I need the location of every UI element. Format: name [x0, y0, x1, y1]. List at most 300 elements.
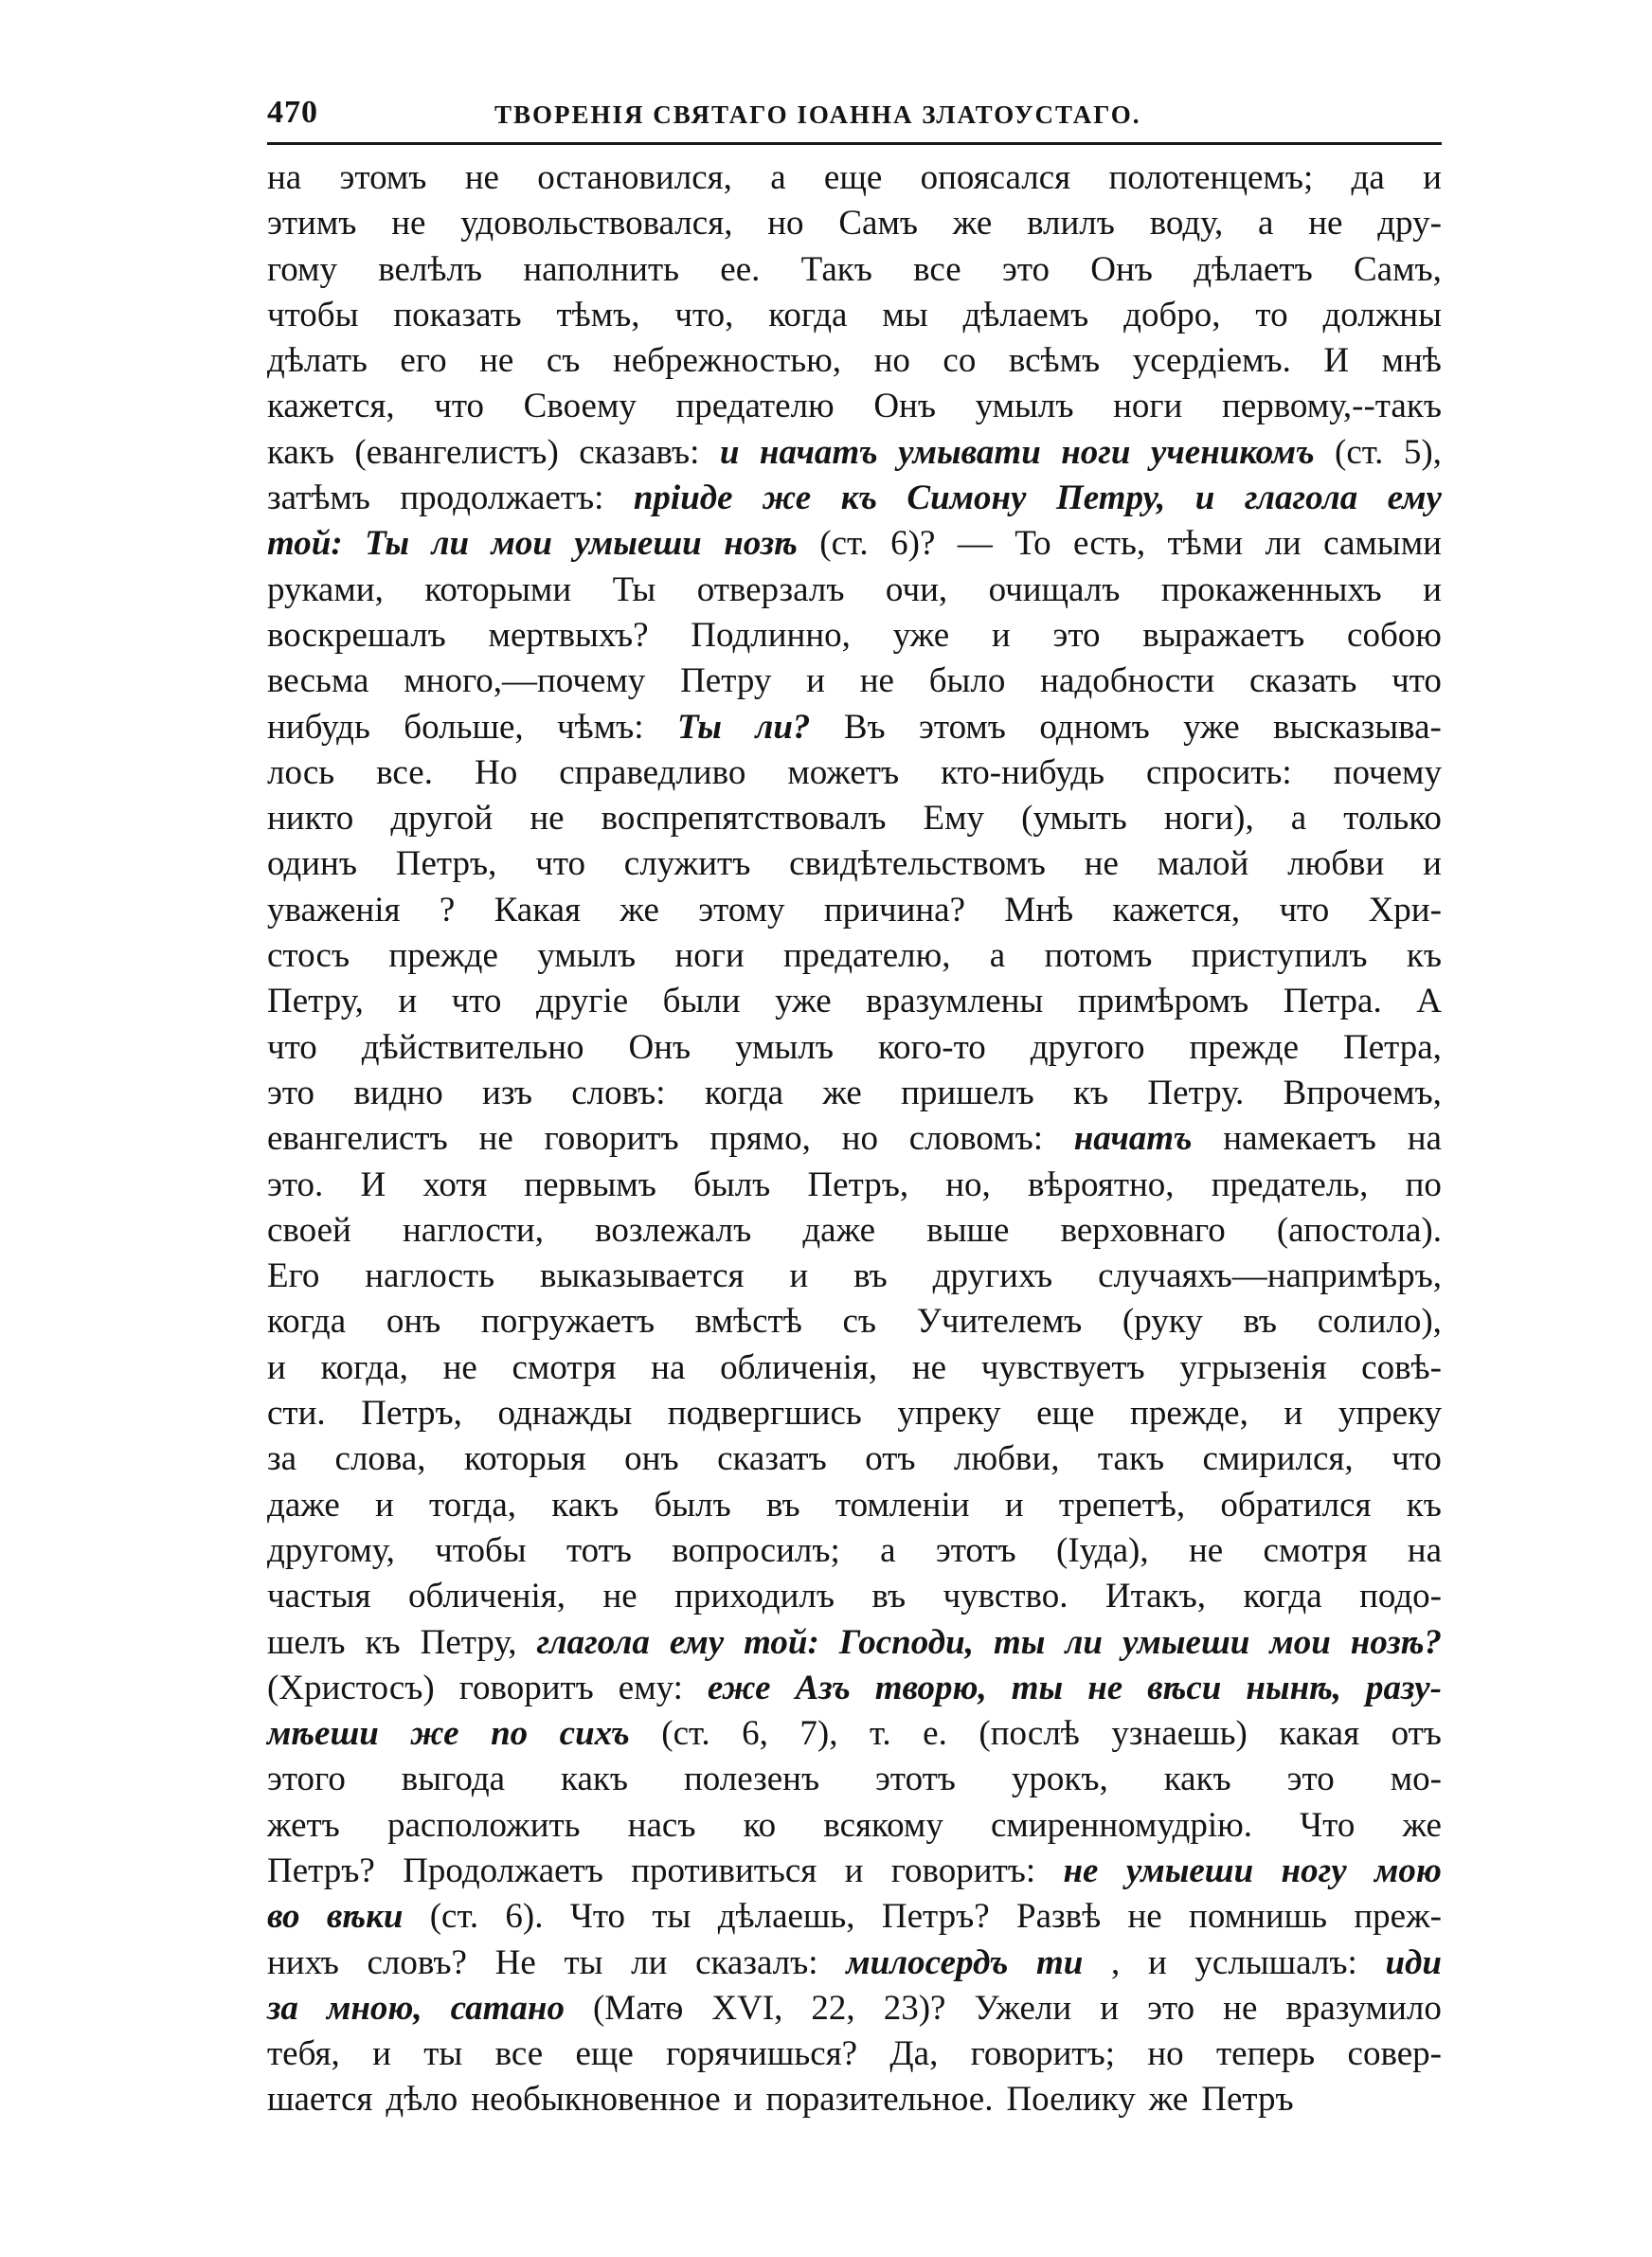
- word: какъ: [267, 432, 334, 472]
- word: на: [267, 158, 302, 197]
- word: другого: [1030, 1027, 1145, 1067]
- word: и: [789, 1256, 809, 1296]
- word: только: [1343, 799, 1442, 839]
- word: и: [991, 615, 1011, 655]
- word: евангелистъ: [267, 1119, 448, 1159]
- word: мы: [882, 295, 928, 334]
- word: не: [478, 1119, 513, 1159]
- word: что: [451, 982, 502, 1021]
- text-line: [267, 979, 1442, 1024]
- word: Такъ: [800, 249, 872, 289]
- word: въ: [1243, 1302, 1278, 1342]
- text-line: [267, 933, 1442, 979]
- word: все.: [376, 752, 433, 792]
- word: даже: [802, 1210, 876, 1250]
- word: этотъ: [935, 1530, 1016, 1570]
- running-title: ТВОРЕНІЯ СВЯТАГО ІОАННА ЗЛАТОУСТАГО.: [494, 100, 1141, 129]
- word: отъ: [865, 1439, 916, 1479]
- word: мои: [491, 524, 552, 564]
- word: Ты: [676, 707, 722, 747]
- word: этому: [698, 890, 785, 930]
- word: когда: [704, 1073, 784, 1112]
- word: начатъ: [759, 432, 878, 472]
- word: случаяхъ—напримѣръ,: [1098, 1256, 1442, 1296]
- word: велѣлъ: [378, 249, 483, 289]
- word: расположить: [386, 1805, 581, 1845]
- word: 23)?: [883, 1988, 946, 2028]
- word: (ст.: [429, 1897, 479, 1937]
- word: отверзалъ: [696, 569, 845, 609]
- word: узнаешь): [1111, 1714, 1248, 1754]
- word: высказыва-: [1273, 707, 1442, 747]
- word: помнишь: [1189, 1897, 1328, 1937]
- word: е.: [923, 1714, 947, 1754]
- word: т.: [870, 1714, 891, 1754]
- word: приступилъ: [1191, 936, 1368, 976]
- word: да: [1351, 158, 1385, 197]
- word: и: [1147, 1942, 1167, 1982]
- word: выказывается: [539, 1256, 745, 1296]
- word: одномъ: [1039, 707, 1150, 747]
- word: еще: [1036, 1394, 1095, 1434]
- word: а: [1290, 799, 1307, 839]
- word: хотя: [422, 1165, 488, 1204]
- word: справедливо: [559, 752, 746, 792]
- word: сказатъ: [717, 1439, 827, 1479]
- word: и: [372, 2034, 391, 2074]
- word: ко: [743, 1805, 777, 1845]
- word: обратился: [1220, 1485, 1372, 1525]
- text-line: [267, 1757, 1442, 1802]
- word: потомъ: [1044, 936, 1153, 976]
- word: выражаетъ: [1142, 615, 1305, 655]
- word: то: [1255, 295, 1288, 334]
- word: (послѣ: [979, 1714, 1080, 1754]
- word: глагола: [536, 1622, 650, 1662]
- word: и: [719, 432, 740, 472]
- word: Его: [267, 1256, 320, 1296]
- word: же: [1402, 1805, 1442, 1845]
- word: (ст.: [819, 524, 869, 564]
- text-line: [267, 247, 1442, 293]
- word: совер-: [1347, 2034, 1442, 2074]
- word: Петру,: [267, 982, 364, 1021]
- text-line: [267, 888, 1442, 933]
- word: 6)?: [890, 524, 936, 564]
- word: словъ?: [367, 1942, 467, 1982]
- word: нихъ: [267, 1942, 339, 1982]
- text-line: [267, 1116, 1442, 1162]
- word: вразумлены: [866, 982, 1044, 1021]
- word: нозѣ?: [1350, 1622, 1442, 1662]
- word: влилъ: [1027, 204, 1115, 244]
- word: а: [770, 158, 786, 197]
- word: и: [398, 982, 418, 1021]
- word: полезенъ: [683, 1760, 820, 1799]
- word: же: [763, 478, 812, 518]
- word: служитъ: [623, 844, 751, 884]
- word: упреку: [897, 1394, 1001, 1434]
- word: другихъ: [932, 1256, 1053, 1296]
- word: вѣки: [326, 1897, 404, 1937]
- text-line: [267, 1163, 1442, 1208]
- word: ли: [631, 1942, 668, 1982]
- word: любви,: [954, 1439, 1060, 1479]
- word: еже: [707, 1668, 771, 1707]
- word: шелъ: [267, 1622, 346, 1662]
- word: и: [806, 661, 825, 701]
- word: Въ: [843, 707, 886, 747]
- word: преж-: [1354, 1897, 1442, 1937]
- word: пріиде: [633, 478, 733, 518]
- word: дру-: [1377, 204, 1442, 244]
- word: умывати: [898, 432, 1041, 472]
- word: другой: [390, 799, 494, 839]
- word: Но: [474, 752, 518, 792]
- word: вопросилъ;: [672, 1530, 840, 1570]
- word: Что: [569, 1897, 626, 1937]
- word: ты: [993, 1622, 1046, 1662]
- text-line: [267, 1620, 1442, 1666]
- word: ?: [439, 890, 456, 930]
- word: поразительное.: [765, 2080, 994, 2120]
- word: обличенія,: [720, 1347, 878, 1387]
- word: сказать: [1248, 661, 1357, 701]
- word: прежде,: [1130, 1394, 1248, 1434]
- word: спросить:: [1145, 752, 1292, 792]
- word: когда: [1243, 1577, 1322, 1616]
- word: а: [1258, 204, 1274, 244]
- word: дѣло: [386, 2080, 458, 2120]
- word: Петра,: [1342, 1027, 1442, 1067]
- word: ученикомъ: [1150, 432, 1315, 472]
- word: къ: [1073, 1073, 1109, 1112]
- word: уже: [1183, 707, 1240, 747]
- text-line: [267, 1849, 1442, 1894]
- word: прежде: [1189, 1027, 1300, 1067]
- word: Мнѣ: [1004, 890, 1074, 930]
- text-line: [267, 1254, 1442, 1299]
- text-line: [267, 1894, 1442, 1940]
- word: и: [1284, 1394, 1303, 1434]
- word: же: [1148, 2080, 1189, 2120]
- word: умылъ: [537, 936, 637, 976]
- word: мною,: [326, 1988, 422, 2028]
- text-line: [267, 1391, 1442, 1436]
- word: не: [464, 158, 499, 197]
- word: Своему: [523, 387, 637, 426]
- word: какая: [1279, 1714, 1360, 1754]
- word: Петру: [680, 661, 772, 701]
- word: не: [1308, 204, 1343, 244]
- word: (апостола).: [1276, 1210, 1442, 1250]
- word: —: [957, 524, 993, 564]
- word: ты: [564, 1942, 603, 1982]
- word: весьма: [267, 661, 369, 701]
- word: горячишься?: [666, 2034, 858, 2074]
- word: иди: [1385, 1942, 1442, 1982]
- word: когда: [267, 1302, 347, 1342]
- word: жетъ: [267, 1805, 340, 1845]
- word: сатано: [450, 1988, 565, 2028]
- word: (Іуда),: [1056, 1530, 1149, 1570]
- word: говоритъ:: [890, 1851, 1036, 1890]
- word: Ужели: [974, 1988, 1072, 2028]
- word: 6).: [505, 1897, 544, 1937]
- word: Петръ,: [395, 844, 497, 884]
- word: показать: [393, 295, 522, 334]
- text-line: [267, 750, 1442, 796]
- word: тѣми: [1167, 524, 1243, 564]
- word: чувство.: [943, 1577, 1068, 1616]
- word: насъ: [627, 1805, 696, 1845]
- word: другіе: [535, 982, 629, 1021]
- word: это: [267, 1073, 315, 1112]
- word: первому,--такъ: [1221, 387, 1442, 426]
- word: противиться: [631, 1851, 817, 1890]
- word: совѣ-: [1361, 1347, 1442, 1387]
- word: Впрочемъ,: [1283, 1073, 1442, 1112]
- word: смирился,: [1202, 1439, 1354, 1479]
- word: во: [267, 1897, 300, 1937]
- word: еще: [823, 158, 883, 197]
- body-text: [267, 155, 1442, 2123]
- text-line: [267, 1528, 1442, 1574]
- word: Господи,: [838, 1622, 974, 1662]
- text-line: [267, 201, 1442, 246]
- word: вѣроятно,: [1027, 1165, 1175, 1204]
- word: усердіемъ.: [1132, 341, 1291, 381]
- word: ногу: [1281, 1851, 1347, 1890]
- word: прямо,: [709, 1119, 811, 1159]
- word: за: [267, 1988, 298, 2028]
- word: Ему: [923, 799, 985, 839]
- word: что: [535, 844, 586, 884]
- word: ему: [1387, 478, 1442, 518]
- word: воскрешалъ: [267, 615, 446, 655]
- word: намекаетъ: [1223, 1119, 1376, 1159]
- word: (умыть: [1021, 799, 1127, 839]
- word: выше: [926, 1210, 1010, 1250]
- word: что: [1392, 1439, 1442, 1479]
- word: же: [410, 1714, 459, 1754]
- word: первымъ: [524, 1165, 656, 1204]
- word: Какая: [494, 890, 582, 930]
- word: Петръ?: [881, 1897, 990, 1937]
- word: умылъ: [975, 387, 1074, 426]
- word: наглости,: [402, 1210, 544, 1250]
- word: такъ: [1097, 1439, 1165, 1479]
- word: (руку: [1122, 1302, 1203, 1342]
- word: это: [1001, 249, 1050, 289]
- word: гому: [267, 249, 337, 289]
- word: ноги: [674, 936, 745, 976]
- word: не: [602, 1577, 637, 1616]
- text-line: [267, 613, 1442, 659]
- word: частыя: [267, 1577, 371, 1616]
- word: Петръ,: [361, 1394, 462, 1434]
- word: говоритъ;: [970, 2034, 1116, 2074]
- word: Петръ: [1201, 2080, 1294, 2120]
- word: а: [880, 1530, 896, 1570]
- word: 22,: [811, 1988, 855, 2028]
- text-line: [267, 2031, 1442, 2077]
- word: И: [360, 1165, 386, 1204]
- word: чувствуетъ: [980, 1347, 1145, 1387]
- word: сти.: [267, 1394, 326, 1434]
- word: (ст.: [1335, 432, 1384, 472]
- word: добро,: [1123, 295, 1221, 334]
- word: словомъ:: [908, 1119, 1043, 1159]
- word: всѣмъ: [1008, 341, 1101, 381]
- word: что: [1279, 890, 1330, 930]
- word: выгода: [401, 1760, 506, 1799]
- word: не: [1087, 1668, 1123, 1707]
- word: на: [1407, 1119, 1442, 1159]
- word: мо-: [1390, 1760, 1442, 1799]
- word: былъ: [654, 1485, 731, 1525]
- word: собою: [1347, 615, 1442, 655]
- word: и: [1194, 478, 1215, 518]
- text-line: [267, 659, 1442, 704]
- word: былъ: [693, 1165, 771, 1204]
- word: слова,: [334, 1439, 426, 1479]
- word: мѣеши: [267, 1714, 379, 1754]
- text-line: [267, 1299, 1442, 1345]
- word: этого: [267, 1760, 346, 1799]
- word: его: [400, 341, 447, 381]
- word: дѣлаетъ: [1194, 249, 1313, 289]
- word: ли: [1065, 1622, 1103, 1662]
- word: какъ: [1163, 1760, 1231, 1799]
- word: этимъ: [267, 204, 357, 244]
- page-number: 470: [267, 95, 318, 130]
- word: солило),: [1317, 1302, 1442, 1342]
- word: малой: [1157, 844, 1249, 884]
- word: сказалъ:: [695, 1942, 818, 1982]
- word: этотъ: [875, 1760, 956, 1799]
- word: ему: [669, 1622, 725, 1662]
- text-line: [267, 796, 1442, 841]
- word: очищалъ: [988, 569, 1121, 609]
- word: Да,: [889, 2034, 939, 2074]
- word: въ: [853, 1256, 888, 1296]
- word: даже: [267, 1485, 340, 1525]
- word: когда: [768, 295, 848, 334]
- word: наполнить: [523, 249, 679, 289]
- word: прокаженныхъ: [1160, 569, 1382, 609]
- word: уже: [892, 615, 950, 655]
- text-line: [267, 1711, 1442, 1757]
- word: своей: [267, 1210, 351, 1250]
- word: умыеши: [1125, 1851, 1254, 1890]
- word: 6,: [742, 1714, 768, 1754]
- word: Петру,: [420, 1622, 517, 1662]
- word: кажется,: [1112, 890, 1241, 930]
- word: ее.: [720, 249, 761, 289]
- word: урокъ,: [1011, 1760, 1108, 1799]
- word: въ: [871, 1577, 907, 1616]
- word: воспрепятствовалъ: [601, 799, 887, 839]
- word: милосердъ: [846, 1942, 1009, 1982]
- word: однажды: [497, 1394, 633, 1434]
- text-line: [267, 568, 1442, 613]
- word: Онъ: [628, 1027, 691, 1067]
- word: Самъ: [838, 204, 918, 244]
- word: Петръ,: [807, 1165, 909, 1204]
- word: сказавъ:: [579, 432, 700, 472]
- word: продолжаетъ:: [400, 478, 604, 518]
- word: со: [943, 341, 977, 381]
- text-line: [267, 1345, 1442, 1391]
- word: и: [733, 2080, 753, 2120]
- word: и: [1004, 1485, 1024, 1525]
- text-line: [267, 1071, 1442, 1116]
- word: это: [1052, 615, 1101, 655]
- word: любви: [1287, 844, 1385, 884]
- word: не: [479, 341, 514, 381]
- text-line: [267, 155, 1442, 201]
- word: все: [494, 2034, 544, 2074]
- text-line: [267, 841, 1442, 887]
- text-line: [267, 2077, 1442, 2122]
- word: не: [1127, 1897, 1162, 1937]
- text-line: [267, 1803, 1442, 1849]
- word: ноги),: [1163, 799, 1254, 839]
- word: опоясался: [920, 158, 1071, 197]
- word: никто: [267, 799, 354, 839]
- word: лось: [267, 752, 335, 792]
- word: воду,: [1149, 204, 1224, 244]
- word: нынѣ,: [1246, 1668, 1342, 1707]
- word: есть,: [1073, 524, 1146, 564]
- word: нозѣ: [724, 524, 798, 564]
- word: ему:: [618, 1668, 683, 1707]
- word: кто-нибудь: [941, 752, 1104, 792]
- word: что: [434, 387, 485, 426]
- text-line: [267, 1208, 1442, 1254]
- word: полотенцемъ;: [1108, 158, 1314, 197]
- word: удовольствовался,: [460, 204, 733, 244]
- text-line: [267, 430, 1442, 476]
- word: Онъ: [873, 387, 936, 426]
- word: умылъ: [735, 1027, 834, 1067]
- word: къ: [1406, 1485, 1442, 1525]
- word: чтобы: [435, 1530, 527, 1570]
- book-page: [267, 95, 1442, 2123]
- word: всякому: [823, 1805, 943, 1845]
- text-line: [267, 1666, 1442, 1711]
- word: которыя: [464, 1439, 586, 1479]
- word: другому,: [267, 1530, 395, 1570]
- word: теперь: [1215, 2034, 1316, 2074]
- word: Петру.: [1147, 1073, 1245, 1112]
- word: угрызенія: [1179, 1347, 1327, 1387]
- word: чѣмъ:: [557, 707, 644, 747]
- word: Развѣ: [1016, 1897, 1102, 1937]
- word: Ты: [612, 569, 656, 609]
- word: было: [928, 661, 1006, 701]
- word: кого-то: [877, 1027, 986, 1067]
- word: стосъ: [267, 936, 350, 976]
- word: тѣмъ,: [556, 295, 640, 334]
- word: уваженія: [267, 890, 401, 930]
- word: И: [1323, 341, 1350, 381]
- word: но: [1147, 2034, 1184, 2074]
- word: Петра.: [1283, 982, 1382, 1021]
- word: къ: [840, 478, 877, 518]
- word: это.: [267, 1165, 324, 1204]
